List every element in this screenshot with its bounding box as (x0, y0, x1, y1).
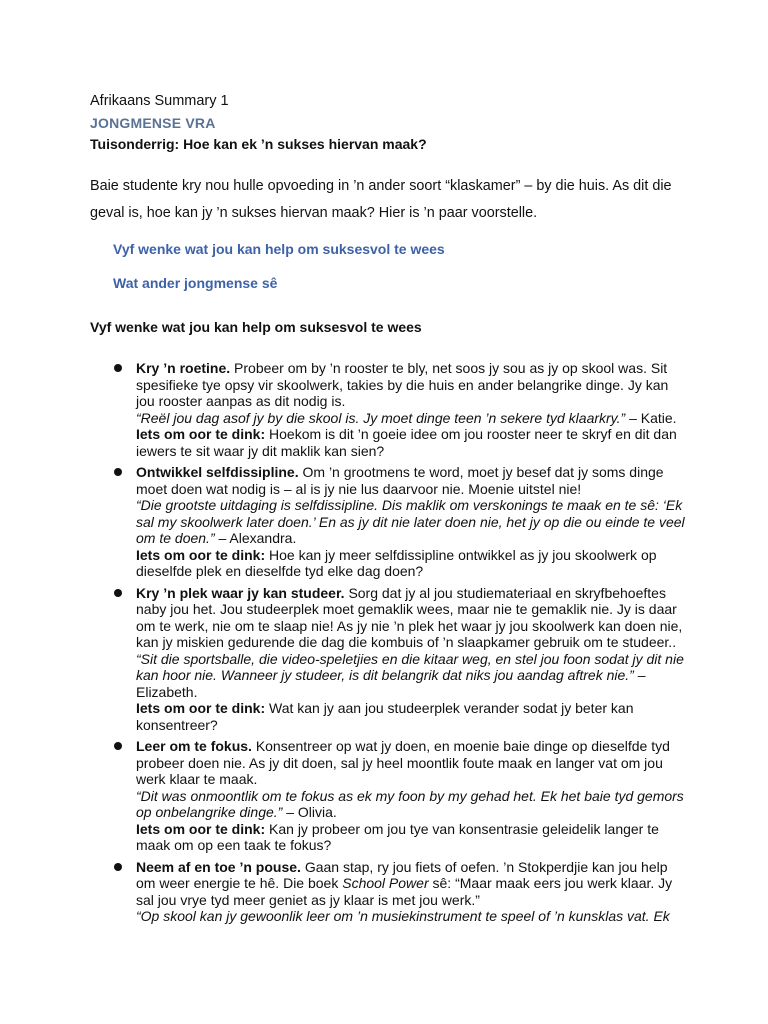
section-label: JONGMENSE VRA (90, 115, 216, 131)
tips-list (90, 360, 690, 930)
bullet-icon (114, 468, 122, 476)
tip-quote: “Reël jou dag asof jy by die skool is. Jy moet dinge teen ’n sekere tyd klaarkry.” (136, 409, 626, 426)
toc-link-others-say[interactable]: Wat ander jongmense sê (113, 275, 278, 291)
tip-text: Sorg dat jy al jou studiemateriaal en skryfbehoeftes naby jou het. Jou studeerplek moet gemaklik wees, maar nie te gemaklik nie. Jy is daar om te werk, nie om te slaap nie! As jy nie ’n plek het waar jy jou skoolwerk kan doen nie, kan jy miskien gedurende die dag die kombuis of ’n slaapkamer gebruik om te studeer.. (136, 584, 683, 650)
tip-text: Probeer om by ’n rooster te bly, net soos jy sou as jy op skool was. Sit spesifieke tye opsy vir skoolwerk, takies by die huis en ander belangrike dinge. Jy kan jou rooster aanpas as dit nodig is. (136, 360, 669, 409)
bullet-icon (114, 589, 122, 597)
article-subtitle: Tuisonderrig: Hoe kan ek ’n sukses hiervan maak? (90, 136, 427, 152)
tip-text: Konsentreer op wat jy doen, en moenie baie dinge op dieselfde tyd probeer doen nie. As jy dit doen, sal jy heel moontlik foute maak en langer vat om jou werk klaar te maak. (136, 738, 670, 787)
tip-quote: “Dit was onmoontlik om te fokus as ek my foon by my gehad het. Ek het baie tyd gemors op onbelangrike dinge.” (136, 787, 684, 820)
think-label: Iets om oor te dink: (136, 700, 266, 716)
list-item (90, 738, 690, 854)
list-item (90, 859, 690, 925)
bullet-icon (114, 863, 122, 871)
tip-title: Leer om te fokus. (136, 738, 252, 754)
book-title: School Power (342, 875, 429, 891)
list-item (90, 360, 690, 459)
tip-title: Kry ’n roetine. (136, 360, 231, 376)
tip-title: Ontwikkel selfdissipline. (136, 464, 299, 480)
think-label: Iets om oor te dink: (136, 426, 266, 442)
tip-title: Neem af en toe ’n pouse. (136, 858, 301, 875)
summary-title: Afrikaans Summary 1 (90, 93, 229, 109)
tip-quote: “Op skool kan jy gewoonlik leer om ’n musiekinstrument te speel of ’n kunsklas vat. Ek (136, 908, 670, 924)
tip-text-continued: sê: “Maar maak eers jou werk klaar. Jy sal jou vrye tyd meer geniet as jy klaar is met jou werk.” (136, 875, 673, 908)
think-label: Iets om oor te dink: (136, 820, 266, 837)
quote-author: – Alexandra. (218, 530, 297, 546)
tip-quote: “Die grootste uitdaging is selfdissipline. Dis maklik om verskonings te maak en te sê: ‘Ek sal my skoolwerk later doen.’ En as jy dit nie later doen nie, het jy op die ou einde te veel om te doen.” (136, 497, 685, 546)
list-item (90, 464, 690, 580)
tip-text: Om ’n grootmens te word, moet jy besef dat jy soms dinge moet doen wat nodig is – al is jy nie lus daarvoor nie. Moenie uitstel nie! (136, 464, 664, 497)
tip-title: Kry ’n plek waar jy kan studeer. (136, 584, 345, 601)
quote-author: – Katie. (629, 409, 677, 426)
intro-paragraph: Baie studente kry nou hulle opvoeding in ’n ander soort “klaskamer” – by die huis. As dit die geval is, hoe kan jy ’n sukses hiervan maak? Hier is ’n paar voorstelle. (90, 178, 672, 221)
bullet-icon (114, 742, 122, 750)
list-item (90, 585, 690, 734)
tip-quote: “Sit die sportsballe, die video-speletjies en die kitaar weg, en stel jou foon sodat jy dit nie kan hoor nie. Wanneer jy studeer, is dit belangrik dat niks jou aandag aftrek nie.” (136, 650, 684, 683)
think-text: Wat kan jy aan jou studeerplek verander sodat jy beter kan konsentreer? (136, 700, 634, 733)
tips-heading: Vyf wenke wat jou kan help om suksesvol te wees (90, 319, 422, 335)
tip-text: Gaan stap, ry jou fiets of oefen. ’n Stokperdjie kan jou help om weer energie te hê. Die boek (136, 858, 668, 891)
think-text: Hoekom is dit ’n goeie idee om jou rooster neer te skryf en dit dan iewers te sit waar jy dit maklik kan sien? (136, 426, 677, 459)
think-label: Iets om oor te dink: (136, 546, 266, 563)
think-text: Hoe kan jy meer selfdissipline ontwikkel as jy jou skoolwerk op dieselfde plek en dieselfde tyd elke dag doen? (136, 546, 657, 579)
bullet-icon (114, 364, 122, 372)
think-text: Kan jy probeer om jou tye van konsentrasie geleidelik langer te maak om op een taak te fokus? (136, 820, 659, 853)
toc-link-tips[interactable]: Vyf wenke wat jou kan help om suksesvol te wees (113, 241, 445, 257)
quote-author: – Olivia. (286, 804, 337, 820)
quote-author: – Elizabeth. (136, 667, 646, 700)
